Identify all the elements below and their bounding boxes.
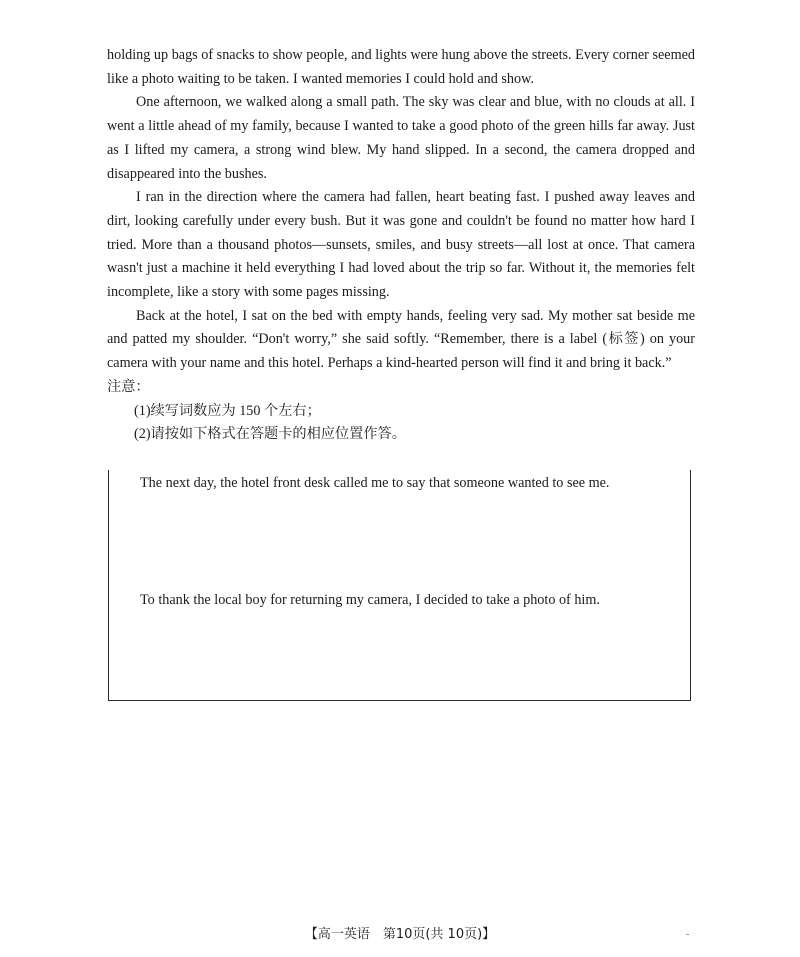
answer-box xyxy=(108,470,691,701)
answer-paragraph-1-start: The next day, the hotel front desk called me to say that someone wanted to see me. xyxy=(140,475,610,491)
passage-paragraph: I ran in the direction where the camera had fallen, heart beating fast. I pushed away leaves and dirt, looking carefully under every bush. But it was gone and couldn't be found no matter how hard I tried. More than a thousand photos—sunsets, smiles, and busy streets—all lost at once. That camera wasn't just a machine it held everything I had loved about the trip so far. Without it, the memories felt incomplete, like a story with some pages missing. xyxy=(107,189,695,301)
page-footer: 【高一英语 第10页(共 10页)】 xyxy=(304,927,496,942)
note-item: (1)续写词数应为 150 个左右； xyxy=(134,402,321,419)
passage xyxy=(107,44,695,447)
note-item: (2)请按如下格式在答题卡的相应位置作答。 xyxy=(134,426,406,443)
answer-paragraph-2-start: To thank the local boy for returning my camera, I decided to take a photo of him. xyxy=(140,592,600,608)
passage-paragraph: One afternoon, we walked along a small path. The sky was clear and blue, with no clouds at all. I went a little ahead of my family, because I wanted to take a good photo of the green hills far away. Just as I lifted my camera, a strong wind blew. My hand slipped. In a second, the camera dropped and disappeared into the bushes. xyxy=(107,94,695,182)
corner-mark: ˍ xyxy=(686,925,690,936)
passage-paragraph: holding up bags of snacks to show people, and lights were hung above the streets. Every corner seemed like a photo waiting to be taken. I wanted memories I could hold and show. xyxy=(107,47,695,87)
passage-paragraph: Back at the hotel, I sat on the bed with empty hands, feeling very sad. My mother sat beside me and patted my shoulder. “Don't worry,” she said softly. “Remember, there is a label (标签) on your camera with your name and this hotel. Perhaps a kind-hearted person will find it and bring it back.” xyxy=(107,307,695,372)
notes-title: 注意： xyxy=(107,378,150,395)
